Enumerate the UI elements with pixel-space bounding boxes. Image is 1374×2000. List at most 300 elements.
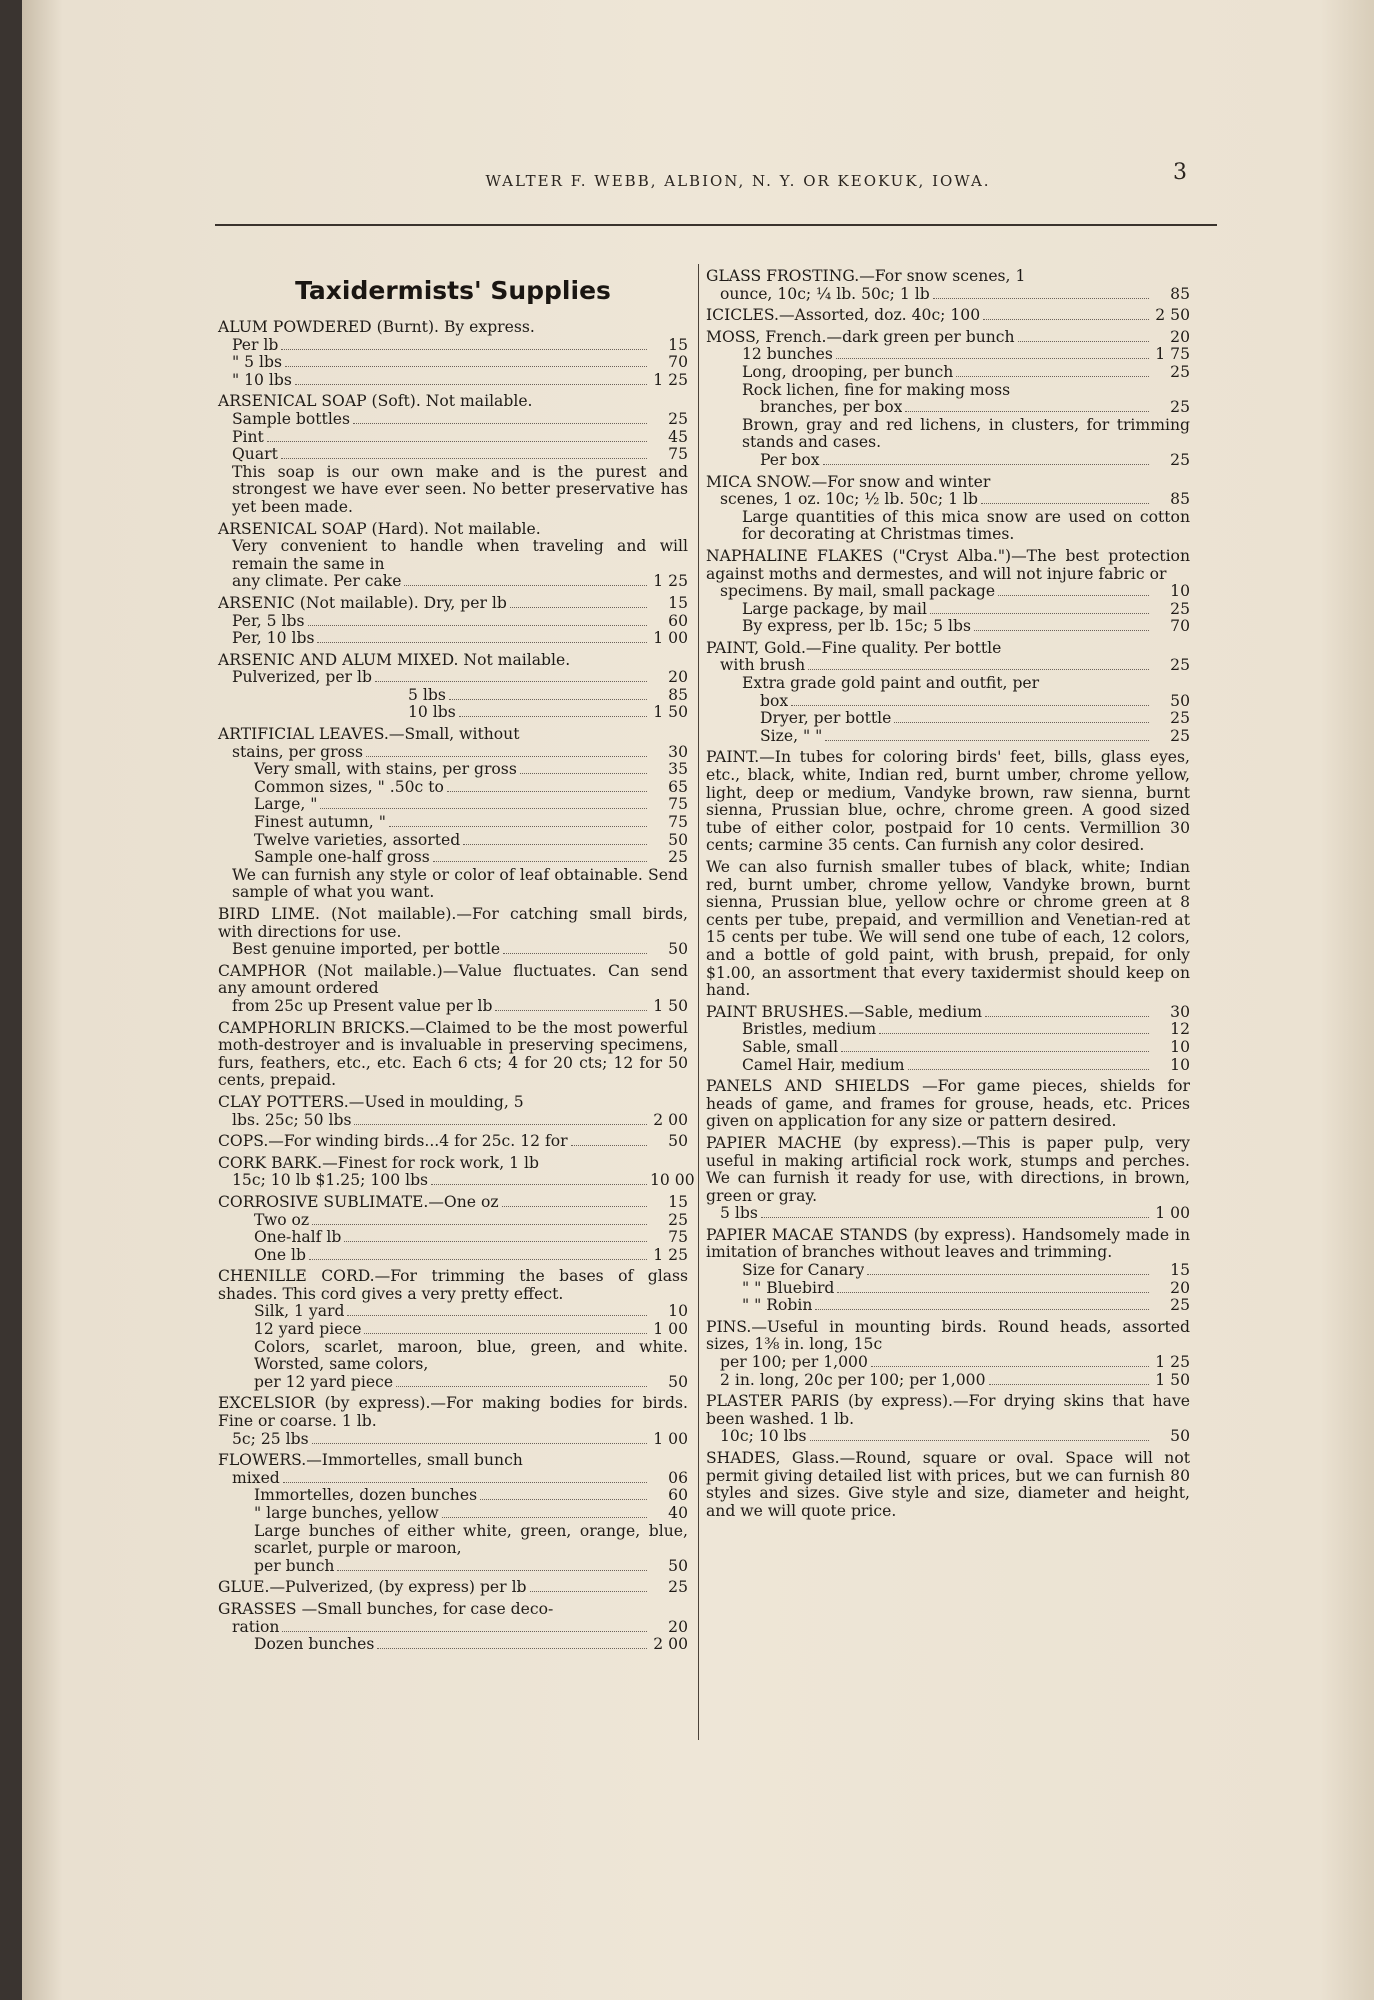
item-label: scenes, 1 oz. 10c; ½ lb. 50c; 1 lb <box>720 491 978 509</box>
entry-arsenic-alum <box>218 652 688 722</box>
entry-grasses <box>218 1601 688 1654</box>
item-price: 1 25 <box>653 1245 688 1264</box>
price-row <box>706 1354 1190 1372</box>
item-price: 25 <box>1170 656 1190 675</box>
price-row <box>218 372 688 390</box>
dot-leader <box>354 1124 647 1125</box>
item-price: 10 <box>1170 1055 1190 1074</box>
item-label: branches, per box <box>760 399 903 417</box>
item-label: " 5 lbs <box>232 354 282 372</box>
price-row <box>218 669 688 687</box>
running-header: WALTER F. WEBB, ALBION, N. Y. OR KEOKUK, IOWA. <box>485 172 991 190</box>
entry-pins <box>706 1319 1190 1389</box>
price-row <box>706 329 1190 347</box>
entry-title: CHENILLE CORD.—For trimming the bases of glass shades. This cord gives a very pretty effect. <box>218 1267 688 1303</box>
item-price: 85 <box>668 685 688 704</box>
header-rule <box>215 224 1217 226</box>
item-label: " large bunches, yellow <box>254 1505 439 1522</box>
item-label: " 10 lbs <box>232 371 292 389</box>
entry-corrosive-sublimate <box>218 1194 688 1264</box>
item-label: Bristles, medium <box>742 1021 877 1039</box>
entry-description: Extra grade gold paint and outfit, per <box>742 674 1040 693</box>
item-label: One-half lb <box>254 1229 342 1247</box>
dot-leader <box>998 595 1149 596</box>
item-price: 65 <box>668 777 688 796</box>
item-price: 30 <box>1170 1002 1190 1021</box>
entry-paint-tubes: PAINT.—In tubes for coloring birds' feet, bills, glass eyes, etc., black, white, Indian red, burnt umber, chrome yellow, light, deep or medium, Vandyke brown, raw sienna, burnt sienna, Prussian blue, ochre, chrome green. A good sized tube of either color, postpaid for 10 cents. Vermillion 30 cents; carmine 35 cents. Can furnish any color desired. <box>706 748 1190 855</box>
dot-leader <box>308 625 647 626</box>
price-row <box>218 941 688 959</box>
item-price: 1 75 <box>1155 345 1190 364</box>
entry-title: ALUM POWDERED (Burnt). By express. <box>218 318 535 336</box>
item-label: 5 lbs <box>720 1205 758 1223</box>
price-row <box>218 704 688 722</box>
dot-leader <box>459 716 647 717</box>
item-label: COPS.—For winding birds...4 for 25c. 12 for <box>218 1133 568 1151</box>
dot-leader <box>377 1648 647 1649</box>
item-price: 25 <box>668 1578 688 1597</box>
item-label: Sample one-half gross <box>254 849 430 867</box>
price-row <box>706 601 1190 619</box>
entry-artificial-leaves <box>218 726 688 902</box>
dot-leader <box>930 613 1149 614</box>
dot-leader <box>894 722 1149 723</box>
price-row <box>218 744 688 762</box>
dot-leader <box>908 1069 1149 1070</box>
item-label: per 12 yard piece <box>254 1373 394 1391</box>
dot-leader <box>810 1440 1149 1441</box>
item-label: 12 yard piece <box>254 1321 362 1339</box>
entry-camphorlin-bricks: CAMPHORLIN BRICKS.—Claimed to be the most powerful moth-destroyer and is invaluable in preserving specimens, furs, feathers, etc., etc. Each 6 cts; 4 for 20 cts; 12 for 50 cents, prepaid. <box>218 1018 688 1090</box>
entry-description: Brown, gray and red lichens, in clusters, for trimming stands and cases. <box>742 415 1190 452</box>
item-label: Per, 10 lbs <box>232 630 315 648</box>
price-row <box>706 1021 1190 1039</box>
entry-mica-snow <box>706 474 1190 544</box>
price-row <box>218 1321 688 1339</box>
entry-paint-gold <box>706 640 1190 746</box>
item-price: 1 25 <box>1155 1353 1190 1372</box>
entry-description: Large bunches of either white, green, orange, blue, scarlet, purple or maroon, <box>254 1521 688 1558</box>
dot-leader <box>825 740 1149 741</box>
entry-clay-potters <box>218 1094 688 1129</box>
price-row <box>706 1004 1190 1022</box>
item-label: Camel Hair, medium <box>742 1056 905 1074</box>
item-label: ration <box>232 1618 280 1636</box>
dot-leader <box>823 464 1149 465</box>
dot-leader <box>366 756 647 757</box>
item-price: 75 <box>668 813 688 832</box>
price-row <box>706 618 1190 636</box>
item-label: 12 bunches <box>742 346 833 364</box>
item-price: 1 50 <box>653 996 688 1015</box>
price-row <box>218 796 688 814</box>
item-price: 70 <box>668 353 688 372</box>
dot-leader <box>389 826 647 827</box>
item-price: 50 <box>668 830 688 849</box>
item-label: 15c; 10 lb $1.25; 100 lbs <box>232 1172 429 1190</box>
price-row <box>706 1280 1190 1298</box>
item-price: 35 <box>668 760 688 779</box>
dot-leader <box>353 423 647 424</box>
price-row <box>706 728 1190 746</box>
item-price: 1 50 <box>653 703 688 722</box>
item-price: 50 <box>1170 1427 1190 1446</box>
entry-arsenic <box>218 595 688 648</box>
item-label: specimens. By mail, small package <box>720 583 996 601</box>
item-label: lbs. 25c; 50 lbs <box>232 1111 352 1129</box>
item-label: 5c; 25 lbs <box>232 1430 309 1448</box>
item-label: Finest autumn, " <box>254 814 386 832</box>
dot-leader <box>375 681 647 682</box>
entry-plaster-paris <box>706 1393 1190 1446</box>
dot-leader <box>989 1384 1149 1385</box>
price-row <box>706 657 1190 675</box>
dot-leader <box>837 1292 1149 1293</box>
item-price: 30 <box>668 742 688 761</box>
item-price: 2 50 <box>1155 306 1190 325</box>
entry-title: GRASSES —Small bunches, for case deco- <box>218 1599 554 1618</box>
price-row <box>706 1372 1190 1390</box>
entry-papier-macae-stands <box>706 1227 1190 1315</box>
price-row <box>706 710 1190 728</box>
item-price: 25 <box>1170 709 1190 728</box>
dot-leader <box>396 1386 647 1387</box>
entry-glue <box>218 1579 688 1597</box>
entry-moss <box>706 329 1190 470</box>
price-row <box>706 693 1190 711</box>
item-label: " " Robin <box>742 1297 813 1315</box>
entry-papier-mache <box>706 1135 1190 1223</box>
dot-leader <box>871 1366 1149 1367</box>
item-label: 10 lbs <box>408 704 456 722</box>
entry-paint-small-tubes: We can also furnish smaller tubes of black, white; Indian red, burnt umber, chrome yellow, Vandyke brown, burnt sienna, Prussian blue, yellow ochre or chrome green at 8 cents per tube, prepaid, and vermillion and Venetian-red at 15 cents per tube. We will send one tube of each, 12 colors, and a bottle of gold paint, with brush, prepaid, for only $1.00, an assortment that every taxidermist should keep on hand. <box>706 858 1190 1000</box>
item-price: 60 <box>668 611 688 630</box>
dot-leader <box>431 1184 647 1185</box>
dot-leader <box>530 1591 647 1592</box>
section-title: Taxidermists' Supplies <box>295 276 611 305</box>
dot-leader <box>433 861 647 862</box>
item-label: By express, per lb. 15c; 5 lbs <box>742 618 971 636</box>
price-row <box>218 1505 688 1523</box>
item-price: 50 <box>668 1556 688 1575</box>
dot-leader <box>312 1224 647 1225</box>
item-price: 2 00 <box>653 1635 688 1654</box>
item-label: Large package, by mail <box>742 600 927 618</box>
item-price: 75 <box>668 795 688 814</box>
item-label: from 25c up Present value per lb <box>232 997 493 1015</box>
price-row <box>706 1428 1190 1446</box>
item-label: Large, " <box>254 796 318 814</box>
item-label: ARSENIC (Not mailable). Dry, per lb <box>218 594 507 612</box>
dot-leader <box>312 1443 647 1444</box>
dot-leader <box>281 349 647 350</box>
price-row <box>218 429 688 447</box>
entry-title: MICA SNOW.—For snow and winter <box>706 472 991 491</box>
item-label: with brush <box>720 657 806 675</box>
dot-leader <box>956 376 1149 377</box>
dot-leader <box>791 705 1149 706</box>
item-price: 10 <box>668 1302 688 1321</box>
dot-leader <box>309 1259 647 1260</box>
entry-title: BIRD LIME. (Not mailable).—For catching small birds, with directions for use. <box>218 905 688 941</box>
price-row <box>218 595 688 613</box>
item-price: 10 <box>1170 582 1190 601</box>
entry-title: CLAY POTTERS.—Used in moulding, 5 <box>218 1092 524 1111</box>
price-row <box>706 1039 1190 1057</box>
item-price: 15 <box>668 1192 688 1211</box>
item-price: 2 00 <box>653 1110 688 1129</box>
price-row <box>218 779 688 797</box>
dot-leader <box>317 642 647 643</box>
entry-description: Rock lichen, fine for making moss <box>742 380 1011 399</box>
entry-title: NAPHALINE FLAKES ("Cryst Alba.")—The best protection against moths and dermestes, and will not injure fabric or <box>706 546 1190 583</box>
entry-naphaline-flakes <box>706 548 1190 636</box>
item-label: Sample bottles <box>232 410 351 428</box>
item-price: 70 <box>1170 617 1190 636</box>
entry-title: GLASS FROSTING.—For snow scenes, 1 <box>706 267 1026 285</box>
dot-leader <box>867 1274 1149 1275</box>
dot-leader <box>879 1033 1149 1034</box>
entry-arsenical-soap-soft <box>218 393 688 516</box>
price-row <box>706 1205 1190 1223</box>
price-row <box>706 364 1190 382</box>
entry-cops <box>218 1133 688 1151</box>
dot-leader <box>344 1241 647 1242</box>
item-label: Dryer, per bottle <box>760 710 892 728</box>
item-label: any climate. Per cake <box>232 573 402 591</box>
entry-title: FLOWERS.—Immortelles, small bunch <box>218 1451 523 1470</box>
entry-description: Large quantities of this mica snow are used on cotton for decorating at Christmas times. <box>742 507 1190 544</box>
entry-title: PAPIER MACAE STANDS (by express). Handsomely made in imitation of branches without leaves and trimming. <box>706 1225 1190 1262</box>
item-label: PAINT BRUSHES.—Sable, medium <box>706 1003 983 1021</box>
entry-paint-brushes <box>706 1004 1190 1074</box>
price-row <box>706 346 1190 364</box>
price-row <box>706 1057 1190 1075</box>
dot-leader <box>808 669 1149 670</box>
entry-excelsior <box>218 1395 688 1448</box>
item-price: 40 <box>668 1504 688 1522</box>
price-row <box>706 583 1190 601</box>
dot-leader <box>815 1309 1149 1310</box>
dot-leader <box>836 358 1149 359</box>
price-row <box>218 1431 688 1449</box>
entry-title: PLASTER PARIS (by express).—For drying skins that have been washed. 1 lb. <box>706 1392 1190 1428</box>
item-label: Very small, with stains, per gross <box>254 761 517 779</box>
item-price: 25 <box>1170 398 1190 417</box>
entry-icicles <box>706 307 1190 325</box>
entry-title: CORK BARK.—Finest for rock work, 1 lb <box>218 1153 539 1172</box>
item-price: 1 00 <box>653 1320 688 1339</box>
item-label: " " Bluebird <box>742 1279 835 1297</box>
entry-title: ARSENICAL SOAP (Soft). Not mailable. <box>218 392 533 411</box>
item-price: 15 <box>668 593 688 612</box>
price-row <box>218 337 688 355</box>
price-row <box>218 1636 688 1654</box>
item-price: 60 <box>668 1486 688 1505</box>
price-row <box>218 1303 688 1321</box>
dot-leader <box>985 1016 1149 1017</box>
right-column <box>706 268 1190 1524</box>
dot-leader <box>495 1010 647 1011</box>
entry-cork-bark <box>218 1153 695 1190</box>
item-label: Sable, small <box>742 1038 839 1056</box>
price-row <box>218 1133 688 1151</box>
item-label: CORROSIVE SUBLIMATE.—One oz <box>218 1193 499 1211</box>
dot-leader <box>981 503 1149 504</box>
column-divider <box>698 264 699 1740</box>
item-label: Per lb <box>232 336 279 354</box>
price-row <box>218 1487 688 1505</box>
entry-panels-shields: PANELS AND SHIELDS —For game pieces, shields for heads of game, and frames for grouse, heads, etc. Prices given on application for any size or pattern desired. <box>706 1077 1190 1131</box>
dot-leader <box>442 1517 647 1518</box>
dot-leader <box>364 1333 647 1334</box>
price-row <box>218 1247 688 1265</box>
item-label: 5 lbs <box>408 686 446 704</box>
dot-leader <box>510 607 647 608</box>
item-price: 50 <box>668 1132 688 1151</box>
item-label: ICICLES.—Assorted, doz. 40c; 100 <box>706 307 981 325</box>
item-price: 20 <box>1170 1278 1190 1297</box>
item-price: 25 <box>1170 726 1190 745</box>
entry-arsenical-soap-hard <box>218 521 688 591</box>
item-label: per bunch <box>254 1557 335 1575</box>
price-row <box>218 998 688 1016</box>
item-price: 15 <box>1170 1261 1190 1280</box>
item-price: 25 <box>1170 450 1190 469</box>
item-price: 10 <box>1170 1037 1190 1056</box>
item-price: 25 <box>1170 599 1190 618</box>
item-label: Size for Canary <box>742 1262 865 1280</box>
item-price: 10 00 <box>650 1171 695 1190</box>
entry-glass-frosting <box>706 268 1190 303</box>
item-price: 50 <box>668 1372 688 1391</box>
item-price: 1 50 <box>1155 1370 1190 1389</box>
entry-alum <box>218 319 688 389</box>
item-price: 25 <box>668 848 688 867</box>
item-price: 06 <box>668 1468 688 1487</box>
dot-leader <box>520 773 647 774</box>
item-price: 1 00 <box>1155 1204 1190 1223</box>
item-label: Two oz <box>254 1211 310 1229</box>
price-row <box>218 1194 688 1212</box>
dot-leader <box>295 384 647 385</box>
entry-bird-lime <box>218 906 688 959</box>
item-price: 50 <box>668 940 688 959</box>
item-price: 15 <box>668 335 688 354</box>
price-row <box>218 687 688 705</box>
dot-leader <box>571 1145 647 1146</box>
item-price: 1 00 <box>653 629 688 648</box>
dot-leader <box>463 844 647 845</box>
item-label: Silk, 1 yard <box>254 1303 345 1321</box>
dot-leader <box>1018 341 1149 342</box>
entry-title: ARSENIC AND ALUM MIXED. Not mailable. <box>218 650 571 669</box>
entry-title: PAPIER MACHE (by express).—This is paper pulp, very useful in making artificial rock work, stumps and perches. We can furnish it ready for use, with directions, in brown, green or gray. <box>706 1133 1190 1205</box>
item-price: 25 <box>668 409 688 428</box>
dot-leader <box>347 1315 647 1316</box>
item-price: 75 <box>668 445 688 464</box>
dot-leader <box>282 1631 647 1632</box>
price-row <box>706 1297 1190 1315</box>
dot-leader <box>905 411 1149 412</box>
price-row <box>218 814 688 832</box>
item-label: Size, " " <box>760 727 823 745</box>
dot-leader <box>285 366 647 367</box>
entry-camphor <box>218 963 688 1016</box>
dot-leader <box>337 1570 647 1571</box>
item-price: 75 <box>668 1228 688 1247</box>
item-price: 20 <box>1170 327 1190 346</box>
item-label: Long, drooping, per bunch <box>742 363 954 381</box>
page-number: 3 <box>1173 160 1187 185</box>
entry-title: PINS.—Useful in mounting birds. Round heads, assorted sizes, 1⅜ in. long, 15c <box>706 1317 1190 1354</box>
price-row <box>706 491 1190 509</box>
price-row <box>218 1112 688 1130</box>
dot-leader <box>761 1217 1149 1218</box>
price-row <box>218 1558 688 1576</box>
item-label: per 100; per 1,000 <box>720 1354 868 1372</box>
item-label: Dozen bunches <box>254 1636 375 1654</box>
price-row <box>218 1579 688 1597</box>
item-label: Pint <box>232 428 264 446</box>
item-label: MOSS, French.—dark green per bunch <box>706 328 1015 346</box>
item-label: Common sizes, " .50c to <box>254 778 444 796</box>
item-price: 1 00 <box>653 1429 688 1448</box>
item-label: Per box <box>760 451 820 469</box>
item-label: Pulverized, per lb <box>232 669 372 687</box>
dot-leader <box>449 699 647 700</box>
dot-leader <box>480 1499 647 1500</box>
dot-leader <box>320 808 647 809</box>
left-column <box>218 268 695 1658</box>
item-price: 1 25 <box>653 370 688 389</box>
item-label: Per, 5 lbs <box>232 612 305 630</box>
item-price: 25 <box>668 1210 688 1229</box>
item-label: Immortelles, dozen bunches <box>254 1487 478 1505</box>
entry-description: Colors, scarlet, maroon, blue, green, and white. Worsted, same colors, <box>254 1337 688 1374</box>
item-price: 20 <box>668 1617 688 1636</box>
item-label: 10c; 10 lbs <box>720 1428 807 1446</box>
price-row <box>706 307 1190 325</box>
item-price: 50 <box>1170 691 1190 710</box>
item-label: stains, per gross <box>232 743 363 761</box>
price-row <box>218 1470 688 1488</box>
price-row <box>218 1619 688 1637</box>
item-label: Quart <box>232 446 278 464</box>
price-row <box>706 1262 1190 1280</box>
price-row <box>218 411 688 429</box>
dot-leader <box>503 953 647 954</box>
entry-title: ARTIFICIAL LEAVES.—Small, without <box>218 725 520 744</box>
price-row <box>218 613 688 631</box>
price-row <box>218 849 688 867</box>
dot-leader <box>283 1482 647 1483</box>
dot-leader <box>267 441 647 442</box>
item-price: 20 <box>668 668 688 687</box>
price-row <box>218 630 688 648</box>
entry-flowers <box>218 1452 688 1575</box>
item-label: ounce, 10c; ¼ lb. 50c; 1 lb <box>720 285 930 303</box>
entry-shades: SHADES, Glass.—Round, square or oval. Space will not permit giving detailed list with prices, but we can furnish 80 styles and sizes. Give style and size, diameter and height, and we will quote price. <box>706 1449 1190 1520</box>
entry-description: This soap is our own make and is the purest and strongest we have ever seen. No better preservative has yet been made. <box>232 462 688 516</box>
price-row <box>218 1171 695 1190</box>
item-price: 85 <box>1170 284 1190 303</box>
price-row <box>218 446 688 464</box>
dot-leader <box>933 298 1149 299</box>
entry-title: ARSENICAL SOAP (Hard). Not mailable. <box>218 519 541 538</box>
item-price: 45 <box>668 427 688 446</box>
price-row <box>218 761 688 779</box>
